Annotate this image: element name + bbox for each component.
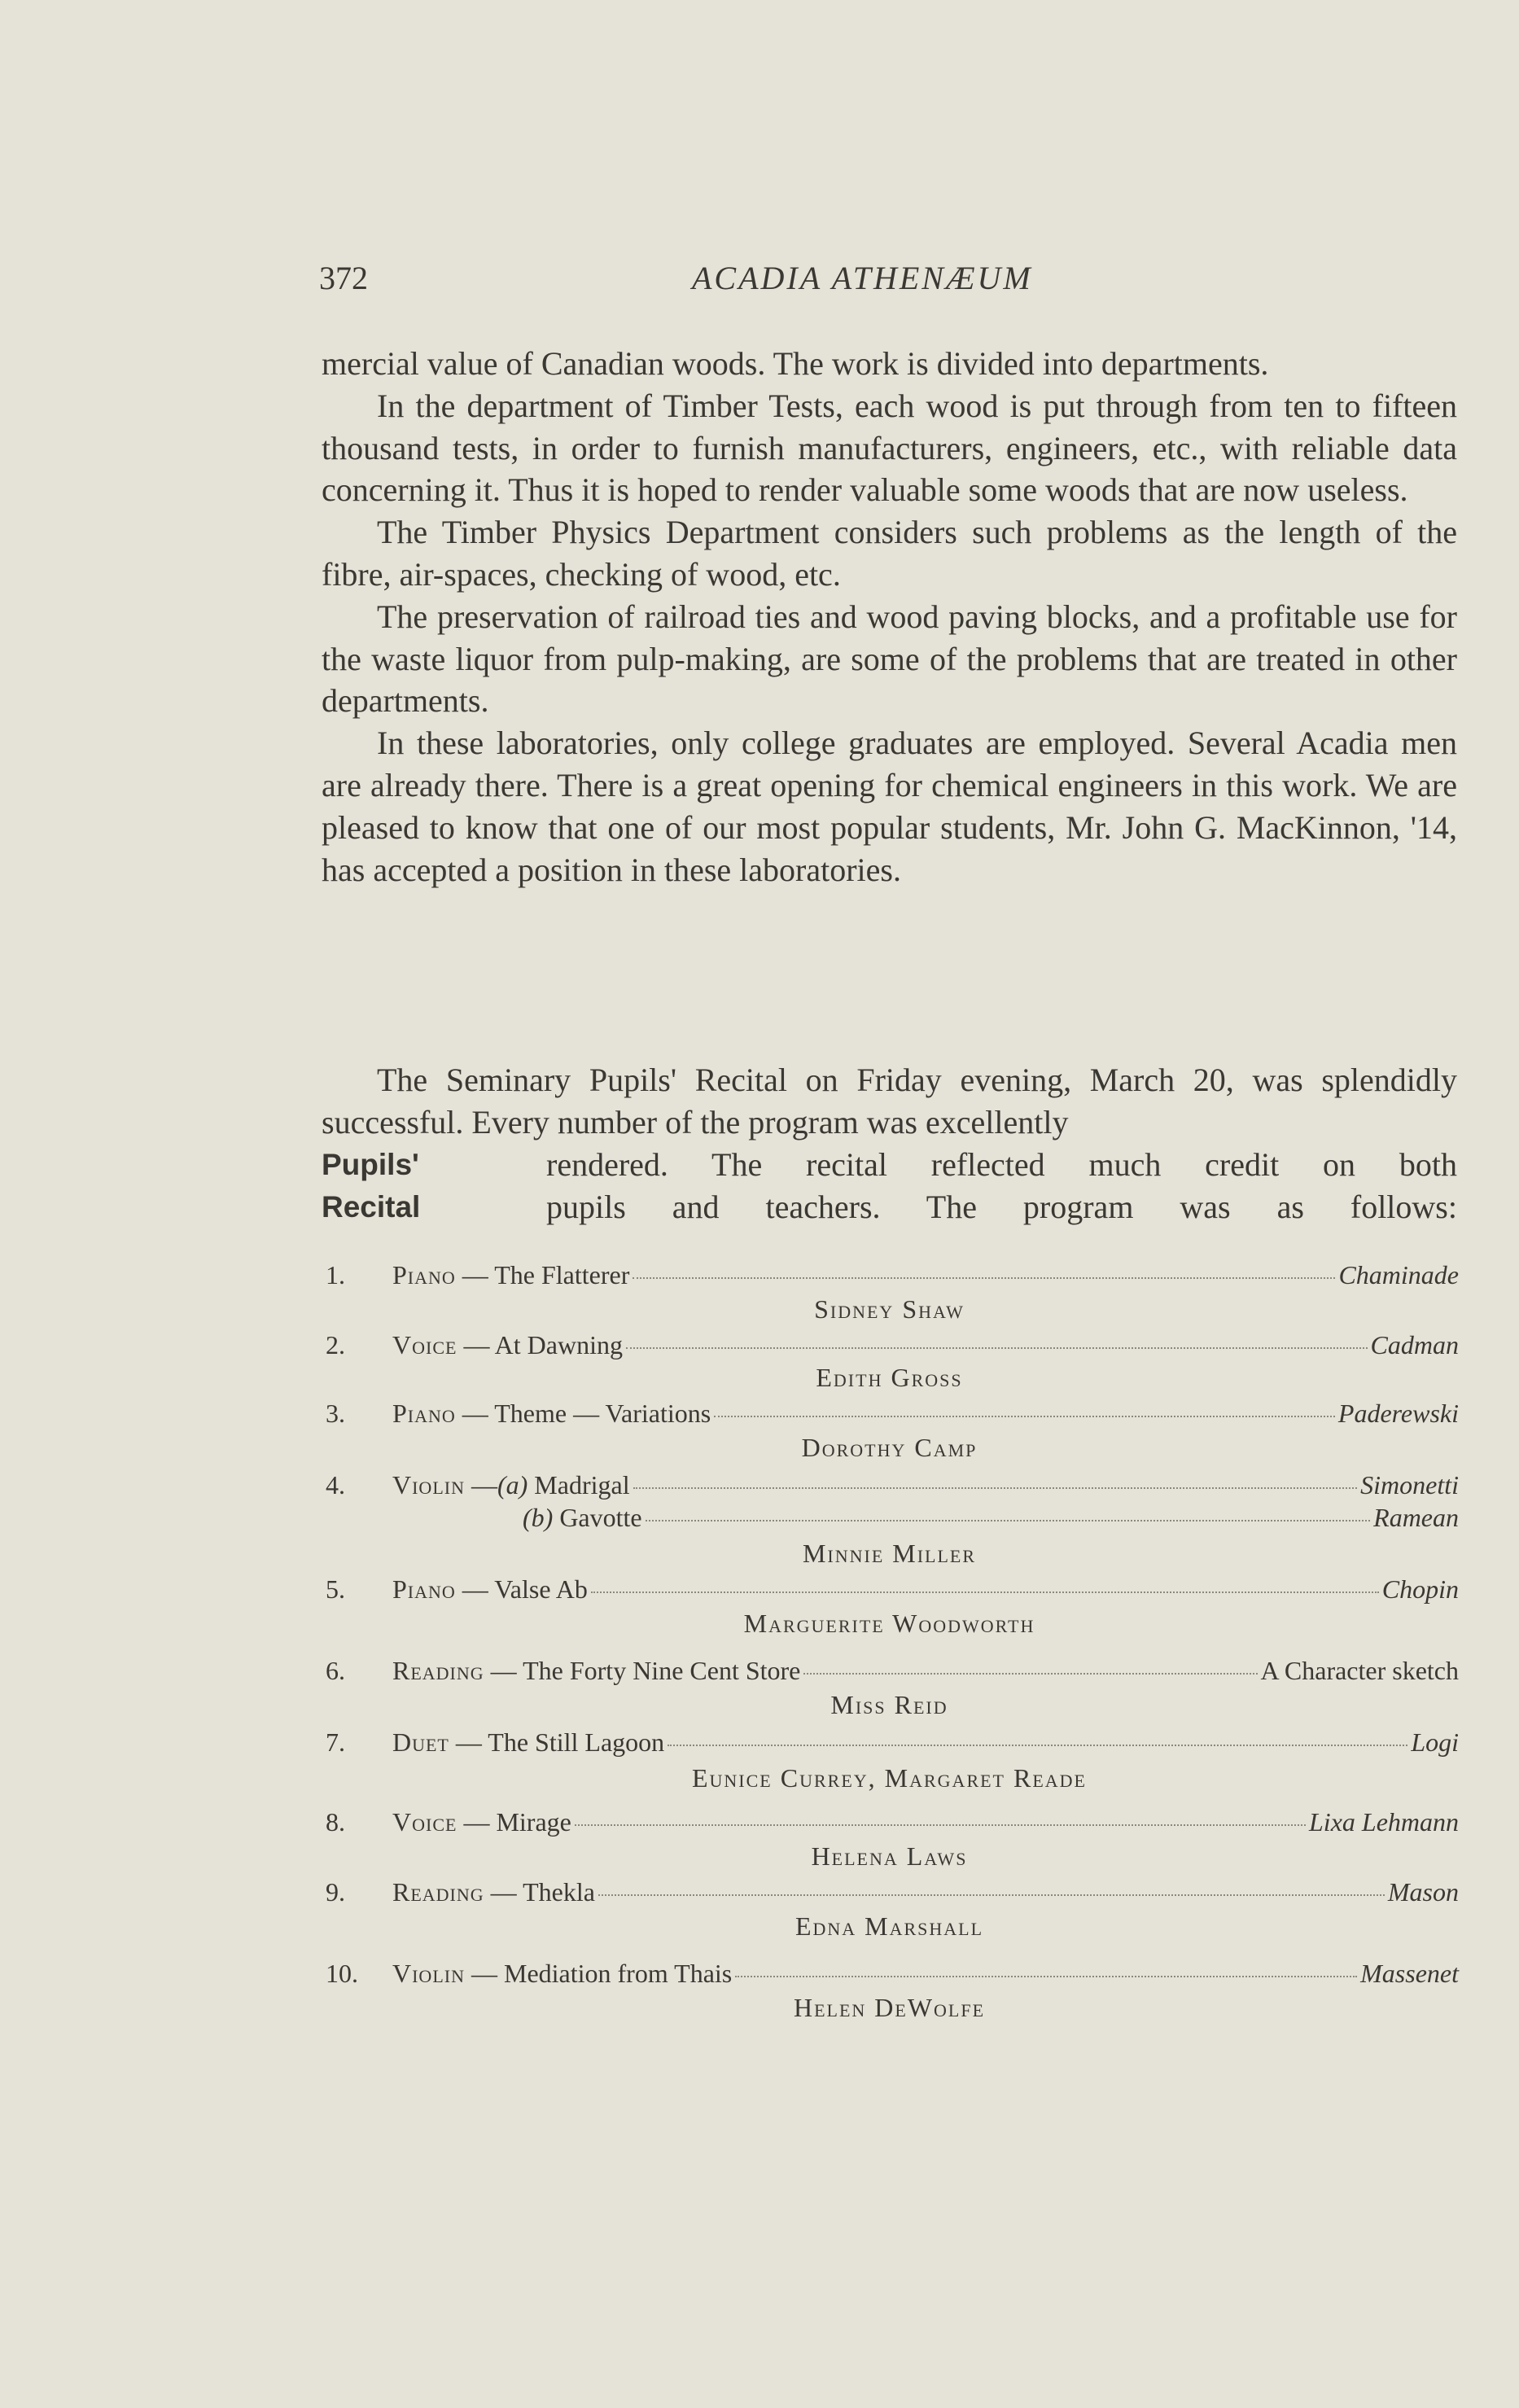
recital-intro: The Seminary Pupils' Recital on Friday evening, March 20, was splendidly successful. Every number of the program was excellently bbox=[322, 1062, 1457, 1141]
dot-leader bbox=[714, 1416, 1335, 1417]
performer: Helena Laws bbox=[811, 1841, 968, 1871]
program-item: 4. Violin —(a) Madrigal Simonetti bbox=[326, 1470, 1459, 1500]
performer: Edith Gross bbox=[816, 1363, 963, 1392]
side-heading-line: Pupils' bbox=[322, 1148, 419, 1181]
dot-leader bbox=[633, 1277, 1335, 1279]
composer: Chopin bbox=[1381, 1574, 1459, 1604]
item-number: 10. bbox=[326, 1959, 358, 1988]
performer: Dorothy Camp bbox=[801, 1433, 978, 1462]
program-item: 3. Piano — Theme — Variations Paderewski bbox=[326, 1399, 1459, 1428]
item-number: 6. bbox=[326, 1656, 345, 1685]
program-item: 2. Voice — At Dawning Cadman bbox=[326, 1330, 1459, 1359]
dot-leader bbox=[598, 1894, 1385, 1896]
piece: Theme — Variations bbox=[494, 1399, 711, 1428]
instrument: Reading bbox=[392, 1656, 484, 1685]
composer: A Character sketch bbox=[1260, 1656, 1459, 1685]
part-label: (a) bbox=[497, 1470, 528, 1500]
recital-sidebar-block bbox=[322, 1144, 1457, 1228]
program-item: 9. Reading — Thekla Mason bbox=[326, 1877, 1459, 1907]
paragraph: The preservation of railroad ties and wood paving blocks, and a profitable use for the waste liquor from pulp-making, are some of the problems that are treated in other departments. bbox=[322, 598, 1457, 720]
instrument: Violin bbox=[392, 1470, 465, 1500]
program-item: 7. Duet — The Still Lagoon Logi bbox=[326, 1727, 1459, 1757]
instrument: Duet bbox=[392, 1727, 449, 1757]
paragraph: In these laboratories, only college graduates are employed. Several Acadia men are already there. There is a great opening for chemical engineers in this work. We are pleased to know that one of our most popular students, Mr. John G. MacKinnon, '14, has accepted a position in these laboratories. bbox=[322, 725, 1457, 888]
composer: Paderewski bbox=[1337, 1399, 1459, 1428]
piece: Valse Ab bbox=[494, 1574, 588, 1604]
performer: Minnie Miller bbox=[802, 1539, 977, 1568]
program-item: 10. Violin — Mediation from Thais Massenet bbox=[326, 1959, 1459, 1988]
program-item: 8. Voice — Mirage Lixa Lehmann bbox=[326, 1807, 1459, 1837]
item-number: 7. bbox=[326, 1727, 345, 1757]
composer: Cadman bbox=[1370, 1330, 1459, 1359]
instrument: Piano bbox=[392, 1399, 456, 1428]
program-item: 6. Reading — The Forty Nine Cent Store A Character sketch bbox=[326, 1656, 1459, 1685]
composer: Lixa Lehmann bbox=[1309, 1807, 1459, 1837]
composer: Logi bbox=[1411, 1727, 1459, 1757]
performer: Eunice Currey, Margaret Reade bbox=[691, 1763, 1087, 1793]
running-title: ACADIA ATHENÆUM bbox=[692, 260, 1033, 296]
piece: The Forty Nine Cent Store bbox=[523, 1656, 801, 1685]
composer: Massenet bbox=[1360, 1959, 1459, 1988]
dot-leader bbox=[803, 1673, 1257, 1675]
item-number: 5. bbox=[326, 1574, 345, 1604]
performer: Helen DeWolfe bbox=[793, 1993, 986, 2022]
piece: Madrigal bbox=[534, 1470, 630, 1500]
dot-leader bbox=[735, 1976, 1357, 1977]
dot-leader bbox=[646, 1520, 1371, 1521]
performer: Sidney Shaw bbox=[814, 1294, 965, 1324]
paragraph: In the department of Timber Tests, each wood is put through from ten to fifteen thousand tests, in order to furnish manufacturers, engineers, etc., with reliable data concerning it. Thus it is hoped to render valuable some woods that are now useless. bbox=[322, 387, 1457, 509]
item-number: 9. bbox=[326, 1877, 345, 1907]
dot-leader bbox=[575, 1824, 1306, 1826]
piece: Gavotte bbox=[559, 1503, 642, 1532]
side-heading-line: Recital bbox=[322, 1189, 421, 1224]
dot-leader bbox=[668, 1745, 1407, 1746]
item-number: 2. bbox=[326, 1330, 345, 1359]
page-number: 372 bbox=[319, 260, 368, 296]
paragraph: The Timber Physics Department considers such problems as the length of the fibre, air-spaces, checking of wood, etc. bbox=[322, 514, 1457, 593]
piece: The Still Lagoon bbox=[488, 1727, 665, 1757]
instrument: Voice bbox=[392, 1330, 457, 1359]
composer: Mason bbox=[1387, 1877, 1459, 1907]
piece: The Flatterer bbox=[494, 1260, 630, 1289]
side-heading bbox=[322, 1144, 420, 1228]
composer: Ramean bbox=[1373, 1503, 1459, 1532]
performer: Marguerite Woodworth bbox=[743, 1609, 1035, 1638]
performer: Miss Reid bbox=[830, 1690, 948, 1719]
dot-leader bbox=[626, 1347, 1368, 1349]
instrument: Piano bbox=[392, 1260, 456, 1289]
recital-text-line: rendered. The recital reflected much credit on both bbox=[546, 1146, 1457, 1183]
instrument: Reading bbox=[392, 1877, 484, 1907]
program-item bbox=[326, 1503, 1459, 1533]
piece: Thekla bbox=[523, 1877, 595, 1907]
instrument: Piano bbox=[392, 1574, 456, 1604]
piece: Mediation from Thais bbox=[503, 1959, 733, 1988]
item-number: 1. bbox=[326, 1260, 345, 1289]
part-label: (b) bbox=[523, 1503, 554, 1532]
piece: At Dawning bbox=[494, 1330, 623, 1359]
recital-text-line: pupils and teachers. The program was as follows: bbox=[546, 1188, 1457, 1225]
instrument: Voice bbox=[392, 1807, 457, 1837]
paragraph: mercial value of Canadian woods. The work is divided into departments. bbox=[322, 345, 1269, 382]
performer: Edna Marshall bbox=[795, 1911, 984, 1941]
dot-leader bbox=[591, 1591, 1379, 1593]
dot-leader bbox=[633, 1487, 1358, 1489]
program-item: 5. Piano — Valse Ab Chopin bbox=[326, 1574, 1459, 1604]
composer: Simonetti bbox=[1360, 1470, 1459, 1500]
item-number: 8. bbox=[326, 1807, 345, 1837]
body-text bbox=[322, 343, 1457, 891]
item-number: 4. bbox=[326, 1470, 345, 1500]
item-number: 3. bbox=[326, 1399, 345, 1428]
piece: Mirage bbox=[496, 1807, 571, 1837]
instrument: Violin bbox=[392, 1959, 465, 1988]
composer: Chaminade bbox=[1338, 1260, 1459, 1289]
program-item: 1. Piano — The Flatterer Chaminade bbox=[326, 1260, 1459, 1289]
